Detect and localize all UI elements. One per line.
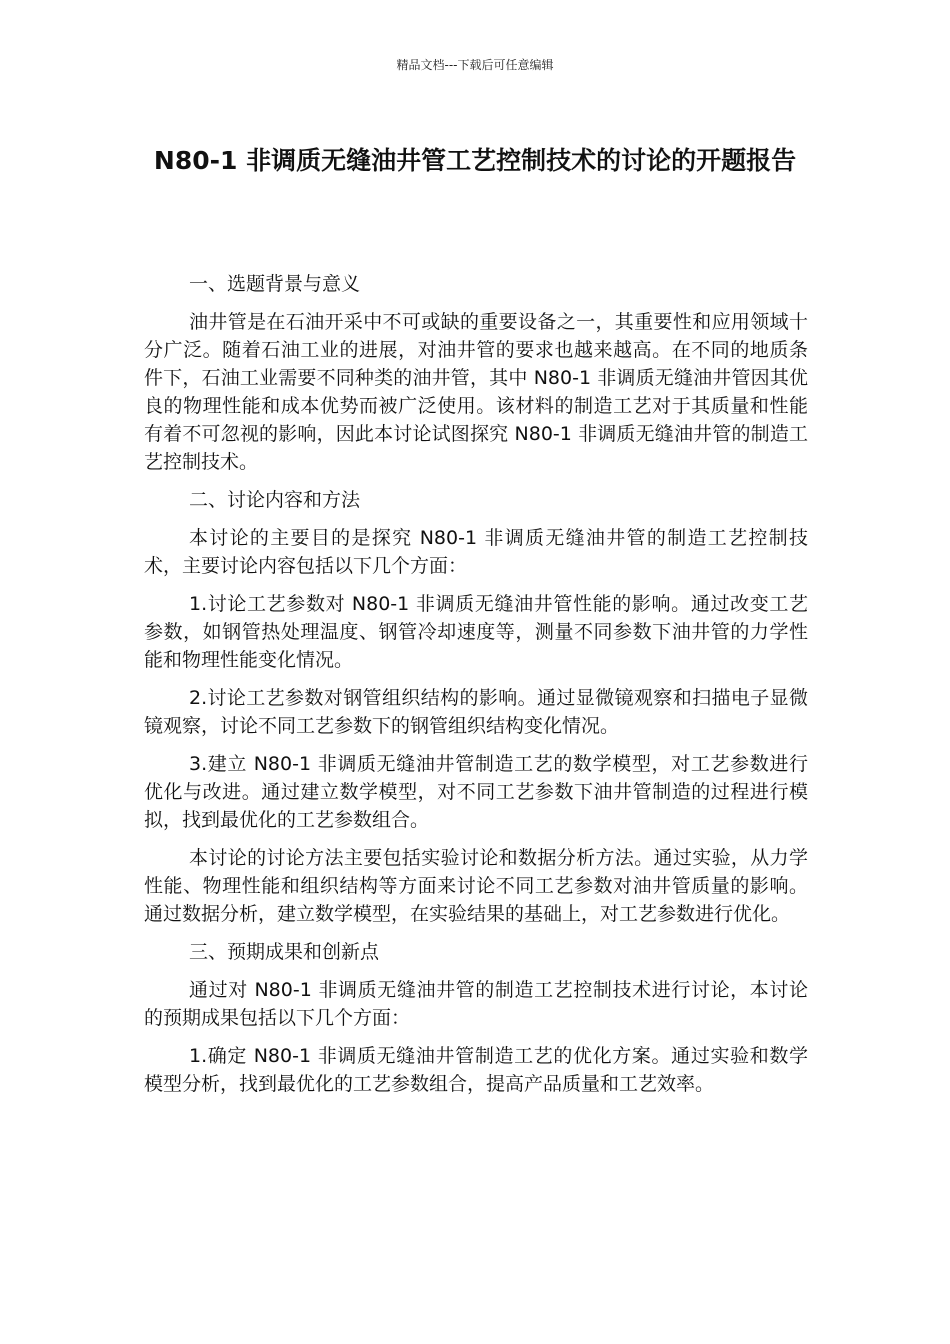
paragraph-expected-item-1: 1.确定 N80-1 非调质无缝油井管制造工艺的优化方案。通过实验和数学模型分析，找到最优化的工艺参数组合，提高产品质量和工艺效率。: [144, 1045, 808, 1095]
page-header: 精品文档---下载后可任意编辑: [396, 58, 554, 72]
document-title: N80-1 非调质无缝油井管工艺控制技术的讨论的开题报告: [153, 146, 797, 175]
paragraph-methods: 本讨论的讨论方法主要包括实验讨论和数据分析方法。通过实验，从力学性能、物理性能和组织结构等方面来讨论不同工艺参数对油井管质量的影响。通过数据分析，建立数学模型，在实验结果的基础上，对工艺参数进行优化。: [144, 847, 808, 925]
paragraph-item-2: 2.讨论工艺参数对钢管组织结构的影响。通过显微镜观察和扫描电子显微镜观察，讨论不同工艺参数下的钢管组织结构变化情况。: [144, 687, 808, 737]
paragraph-research-goal: 本讨论的主要目的是探究 N80-1 非调质无缝油井管的制造工艺控制技术，主要讨论内容包括以下几个方面：: [144, 527, 808, 577]
section-heading-content-methods: 二、讨论内容和方法: [189, 489, 361, 511]
section-heading-background: 一、选题背景与意义: [189, 273, 361, 295]
paragraph-background: 油井管是在石油开采中不可或缺的重要设备之一，其重要性和应用领域十分广泛。随着石油工业的进展，对油井管的要求也越来越高。在不同的地质条件下，石油工业需要不同种类的油井管，其中 N80-1 非调质无缝油井管因其优良的物理性能和成本优势而被广泛使用。该材料的制造工艺对于其质量和性能有着不可忽视的影响，因此本讨论试图探究 N80-1 非调质无缝油井管的制造工艺控制技术。: [144, 311, 808, 473]
paragraph-expected-intro: 通过对 N80-1 非调质无缝油井管的制造工艺控制技术进行讨论，本讨论的预期成果包括以下几个方面：: [144, 979, 808, 1029]
document-body: [144, 270, 808, 1108]
section-heading-expected-results: 三、预期成果和创新点: [189, 941, 380, 963]
paragraph-item-3: 3.建立 N80-1 非调质无缝油井管制造工艺的数学模型，对工艺参数进行优化与改进。通过建立数学模型，对不同工艺参数下油井管制造的过程进行模拟，找到最优化的工艺参数组合。: [144, 753, 808, 831]
paragraph-item-1: 1.讨论工艺参数对 N80-1 非调质无缝油井管性能的影响。通过改变工艺参数，如钢管热处理温度、钢管冷却速度等，测量不同参数下油井管的力学性能和物理性能变化情况。: [144, 593, 808, 671]
